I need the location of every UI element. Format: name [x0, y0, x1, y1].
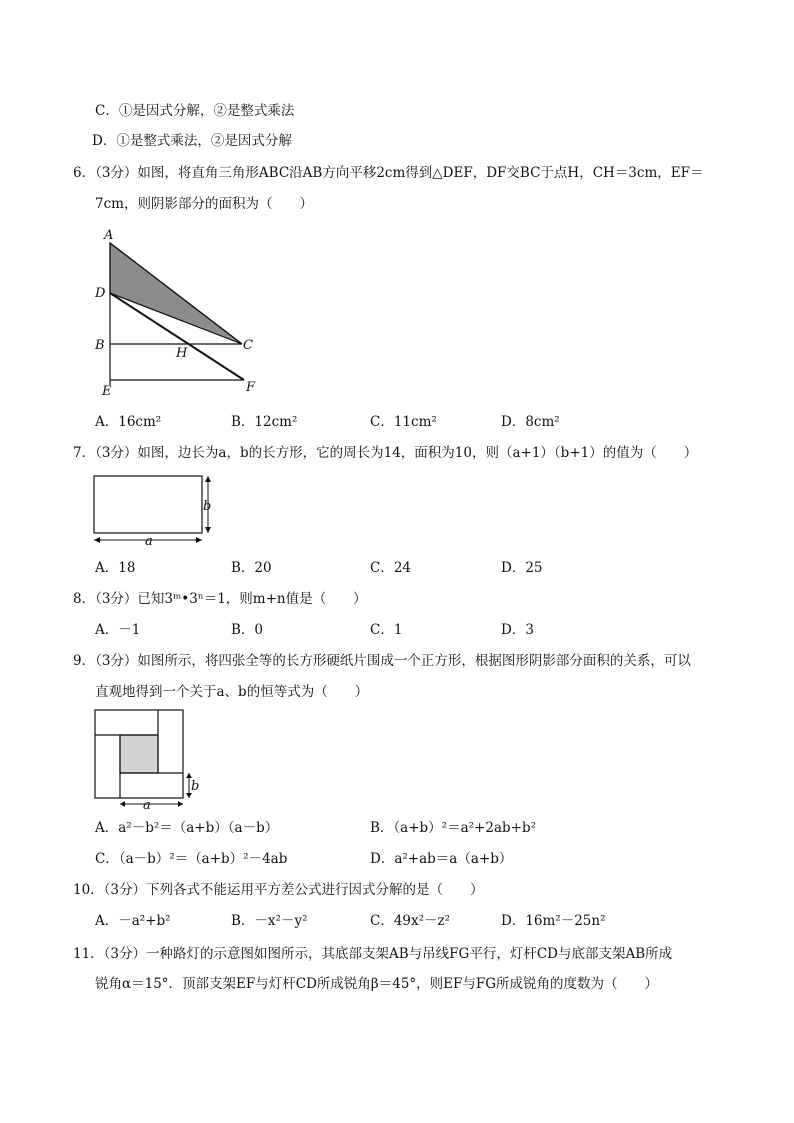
q10-option-b: B．－x²－y²	[231, 913, 308, 929]
q6-stem-line2: 7cm，则阴影部分的面积为（ ）	[95, 196, 313, 212]
q9-option-a: A．a²－b²＝（a+b）（a－b）	[95, 820, 279, 836]
q5-option-c: C．①是因式分解，②是整式乘法	[95, 103, 295, 119]
q6-label-d: D	[95, 286, 106, 301]
q10-option-d: D．16m²－25n²	[501, 913, 606, 929]
q9-shaded-square	[120, 735, 158, 773]
q9-option-c: C．（a－b）²＝（a+b）²－4ab	[95, 851, 288, 867]
q9-stem-line2: 直观地得到一个关于a、b的恒等式为（ ）	[95, 684, 369, 700]
q6-label-h: H	[176, 346, 188, 361]
q6-label-f: F	[246, 380, 256, 395]
q7-option-d: D．25	[501, 560, 543, 576]
q8-option-a: A．－1	[95, 622, 141, 638]
q8-option-b: B．0	[231, 622, 264, 638]
q6-option-d: D．8cm²	[501, 414, 560, 430]
q9-option-d: D．a²+ab＝a（a+b）	[370, 851, 513, 867]
q7-label-b: b	[203, 499, 212, 514]
q9-label-a: a	[143, 798, 151, 813]
q6-option-b: B．12cm²	[231, 414, 298, 430]
q10-stem: 10．（3分）下列各式不能运用平方差公式进行因式分解的是（ ）	[73, 882, 484, 898]
q7-rectangle-figure	[88, 470, 218, 550]
q9-stem-line1: 9．（3分）如图所示，将四张全等的长方形硬纸片围成一个正方形，根据图形阴影部分面积的关系，可以	[73, 653, 691, 669]
q6-triangle-figure	[90, 225, 270, 400]
q6-label-c: C	[243, 338, 253, 353]
q7-option-c: C．24	[370, 560, 412, 576]
q6-label-e: E	[102, 384, 112, 399]
q7-option-a: A．18	[95, 560, 136, 576]
q5-option-d: D．①是整式乘法，②是因式分解	[92, 133, 292, 149]
q9-square-figure	[90, 705, 210, 815]
q8-option-d: D．3	[501, 622, 534, 638]
q10-option-a: A．－a²+b²	[95, 913, 171, 929]
q11-stem-line2: 锐角α＝15°．顶部支架EF与灯杆CD所成锐角β＝45°，则EF与FG所成锐角的度数为（ ）	[95, 976, 659, 992]
q6-option-a: A．16cm²	[95, 414, 162, 430]
q10-option-c: C．49x²－z²	[370, 913, 451, 929]
q8-stem: 8．（3分）已知3ᵐ•3ⁿ＝1，则m+n值是（ ）	[73, 591, 367, 607]
q9-label-b: b	[191, 779, 200, 794]
q6-stem-line1: 6．（3分）如图，将直角三角形ABC沿AB方向平移2cm得到△DEF，DF交BC于点H，CH＝3cm，EF＝	[73, 165, 704, 181]
q6-label-b: B	[95, 338, 105, 353]
q8-option-c: C．1	[370, 622, 403, 638]
q7-option-b: B．20	[231, 560, 272, 576]
q6-option-c: C．11cm²	[370, 414, 437, 430]
q7-stem: 7．（3分）如图，边长为a，b的长方形，它的周长为14，面积为10，则（a+1）（b+1）的值为（ ）	[73, 445, 698, 461]
q9-option-b: B．（a+b）²＝a²+2ab+b²	[370, 820, 537, 836]
q6-label-a: A	[104, 228, 114, 243]
q7-label-a: a	[145, 534, 153, 549]
q11-stem-line1: 11．（3分）一种路灯的示意图如图所示，其底部支架AB与吊线FG平行，灯杆CD与底部支架AB所成	[73, 946, 673, 962]
